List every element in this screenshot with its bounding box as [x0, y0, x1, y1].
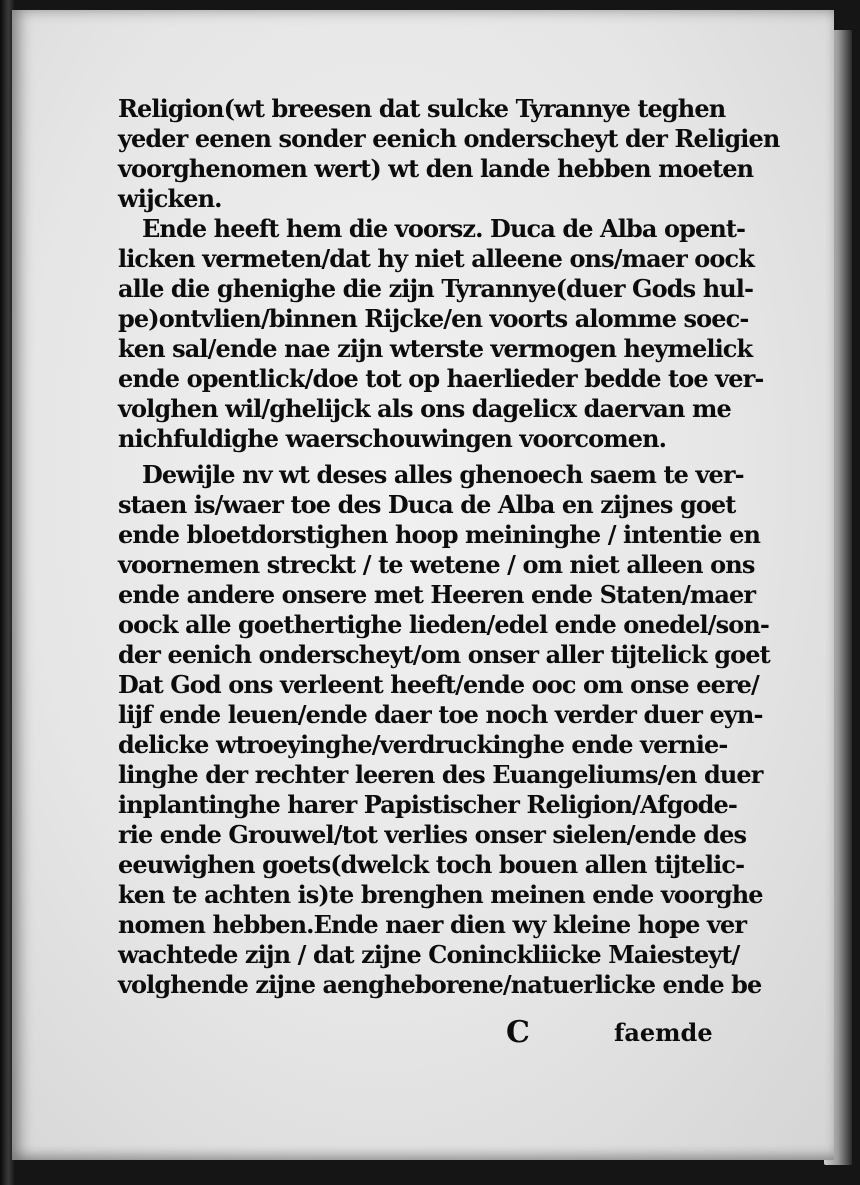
text-line: nichfuldighe waerschouwingen voorcomen.	[118, 424, 667, 453]
text-line: ende bloetdorstighen hoop meininghe / intentie en	[118, 520, 761, 549]
text-line: linghe der rechter leeren des Euangeliums/en duer	[118, 760, 763, 789]
catchword: faemde	[614, 1018, 713, 1047]
text-line: rie ende Grouwel/tot verlies onser sielen/ende des	[118, 820, 747, 849]
text-line: ende opentlick/doe tot op haerlieder bedde toe ver-	[118, 364, 764, 393]
text-line: oock alle goethertighe lieden/edel ende onedel/son-	[118, 610, 769, 639]
text-line: inplantinghe harer Papistischer Religion/Afgode-	[118, 790, 737, 819]
text-line: delicke wtroeyinghe/verdruckinghe ende vernie-	[118, 730, 728, 759]
text-line: wachtede zijn / dat zijne Coninckliicke Maiesteyt/	[118, 940, 740, 969]
text-block	[118, 94, 780, 1000]
text-line: pe)ontvlien/binnen Rijcke/en voorts alomme soec-	[118, 304, 749, 333]
text-line: ende andere onsere met Heeren ende Staten/maer	[118, 580, 756, 609]
book-page	[12, 10, 834, 1160]
text-line: volghende zijne aengheborene/natuerlicke ende be	[118, 970, 762, 999]
text-line: volghen wil/ghelijck als ons dagelicx daervan me	[118, 394, 731, 423]
text-line: alle die ghenighe die zijn Tyrannye(duer Gods hul-	[118, 274, 754, 303]
text-line: voorghenomen wert) wt den lande hebben moeten	[118, 154, 754, 183]
text-line: der eenich onderscheyt/om onser aller tijtelick goet	[118, 640, 770, 669]
signature-mark: C	[506, 1015, 530, 1050]
text-line: Religion(wt breesen dat sulcke Tyrannye teghen	[118, 94, 726, 123]
text-line: ken sal/ende nae zijn wterste vermogen heymelick	[118, 334, 753, 363]
text-line: ken te achten is)te brenghen meinen ende voorghe	[118, 880, 763, 909]
text-line: eeuwighen goets(dwelck toch bouen allen tijtelic-	[118, 850, 745, 879]
paragraph-start-line: Dewijle nv wt deses alles ghenoech saem te ver-	[142, 460, 744, 489]
text-line: staen is/waer toe des Duca de Alba en zijnes goet	[118, 490, 736, 519]
text-line: nomen hebben.Ende naer dien wy kleine hope ver	[118, 910, 747, 939]
text-line: wijcken.	[118, 184, 222, 213]
paragraph-start-line: Ende heeft hem die voorsz. Duca de Alba opent-	[142, 214, 746, 243]
text-line: lijf ende leuen/ende daer toe noch verder duer eyn-	[118, 700, 763, 729]
text-line: licken vermeten/dat hy niet alleene ons/maer oock	[118, 244, 754, 273]
text-line: Dat God ons verleent heeft/ende ooc om onse eere/	[118, 670, 759, 699]
text-line: voornemen streckt / te wetene / om niet alleen ons	[118, 550, 755, 579]
text-line: yeder eenen sonder eenich onderscheyt der Religien	[118, 124, 780, 153]
